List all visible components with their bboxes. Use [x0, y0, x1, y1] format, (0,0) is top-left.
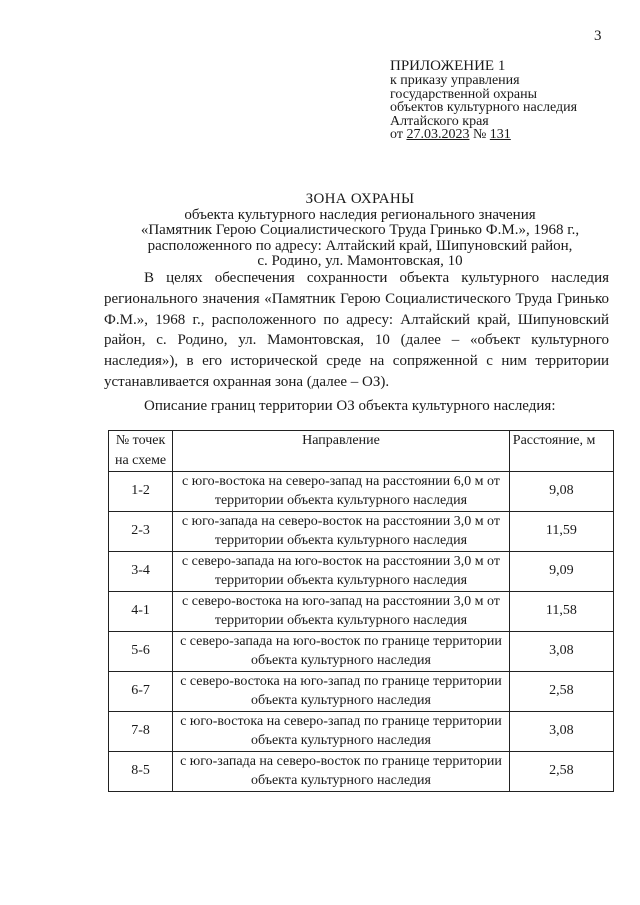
intro-paragraph: В целях обеспечения сохранности объекта культурного наследия регионального значения «Памятник Герою Социалистического Труда Гринько Ф.М.», 1968 г., расположенного по адресу: Алтайский край, Шипуновский район, с. Родино, ул. Мамонтовская, 10 (далее – «объект культурного наследия»), в его исторической среде на сопряженной с ним территории устанавливается охранная зона (далее – ОЗ). — [104, 270, 609, 390]
title-line: объекта культурного наследия регионального значения — [184, 206, 536, 223]
table-row — [109, 552, 614, 592]
order-number: 131 — [489, 127, 511, 142]
table-row — [109, 672, 614, 712]
cell-direction: с северо-запада на юго-восток по границе территории объекта культурного наследия — [173, 632, 510, 672]
number-sign: № — [472, 127, 487, 142]
cell-direction: с северо-запада на юго-восток на расстоянии 3,0 м от территории объекта культурного наследия — [173, 552, 510, 592]
cell-distance: 2,58 — [509, 672, 613, 712]
cell-distance: 9,09 — [509, 552, 613, 592]
date-prefix: от — [390, 127, 403, 142]
appendix-line: Алтайского края — [390, 113, 489, 129]
header-points: № точек на схеме — [109, 431, 173, 472]
table-row — [109, 632, 614, 672]
cell-direction: с северо-востока на юго-запад на расстоянии 3,0 м от территории объекта культурного наследия — [173, 592, 510, 632]
table-row — [109, 712, 614, 752]
cell-points: 4-1 — [109, 592, 173, 632]
cell-distance: 3,08 — [509, 632, 613, 672]
appendix-line: объектов культурного наследия — [390, 100, 578, 115]
table-row — [109, 512, 614, 552]
table-row — [109, 752, 614, 792]
cell-points: 8-5 — [109, 752, 173, 792]
cell-points: 7-8 — [109, 712, 173, 752]
table-caption: Описание границ территории ОЗ объекта культурного наследия: — [144, 398, 556, 414]
table-row — [109, 592, 614, 632]
cell-direction: с юго-востока на северо-запад по границе территории объекта культурного наследия — [173, 712, 510, 752]
cell-direction: с юго-востока на северо-запад на расстоянии 6,0 м от территории объекта культурного наследия — [173, 472, 510, 512]
appendix-line: к приказу управления — [390, 73, 520, 88]
cell-points: 3-4 — [109, 552, 173, 592]
appendix-line: государственной охраны — [390, 86, 538, 102]
order-date-line — [390, 128, 630, 142]
cell-distance: 9,08 — [509, 472, 613, 512]
appendix-header — [390, 58, 630, 142]
page-number: 3 — [594, 28, 602, 44]
document-title: ЗОНА ОХРАНЫ — [305, 191, 415, 207]
header-direction: Направление — [173, 431, 510, 472]
table-header-row — [109, 431, 614, 472]
cell-distance: 3,08 — [509, 712, 613, 752]
appendix-title: ПРИЛОЖЕНИЕ 1 — [390, 58, 506, 74]
cell-distance: 11,58 — [509, 592, 613, 632]
cell-points: 1-2 — [109, 472, 173, 512]
title-line: «Памятник Герою Социалистического Труда Гринько Ф.М.», 1968 г., — [140, 222, 580, 238]
table-row — [109, 472, 614, 512]
order-date: 27.03.2023 — [406, 127, 470, 142]
cell-points: 2-3 — [109, 512, 173, 552]
cell-points: 5-6 — [109, 632, 173, 672]
cell-points: 6-7 — [109, 672, 173, 712]
cell-direction: с юго-запада на северо-восток на расстоянии 3,0 м от территории объекта культурного наследия — [173, 512, 510, 552]
boundaries-table — [108, 430, 614, 792]
cell-distance: 11,59 — [509, 512, 613, 552]
title-line: расположенного по адресу: Алтайский край, Шипуновский район, — [147, 237, 573, 254]
cell-direction: с юго-запада на северо-восток по границе территории объекта культурного наследия — [173, 752, 510, 792]
cell-distance: 2,58 — [509, 752, 613, 792]
header-distance: Расстояние, м — [509, 431, 613, 472]
title-line: с. Родино, ул. Мамонтовская, 10 — [257, 253, 463, 269]
document-title-block — [100, 192, 620, 270]
cell-direction: с северо-востока на юго-запад по границе территории объекта культурного наследия — [173, 672, 510, 712]
